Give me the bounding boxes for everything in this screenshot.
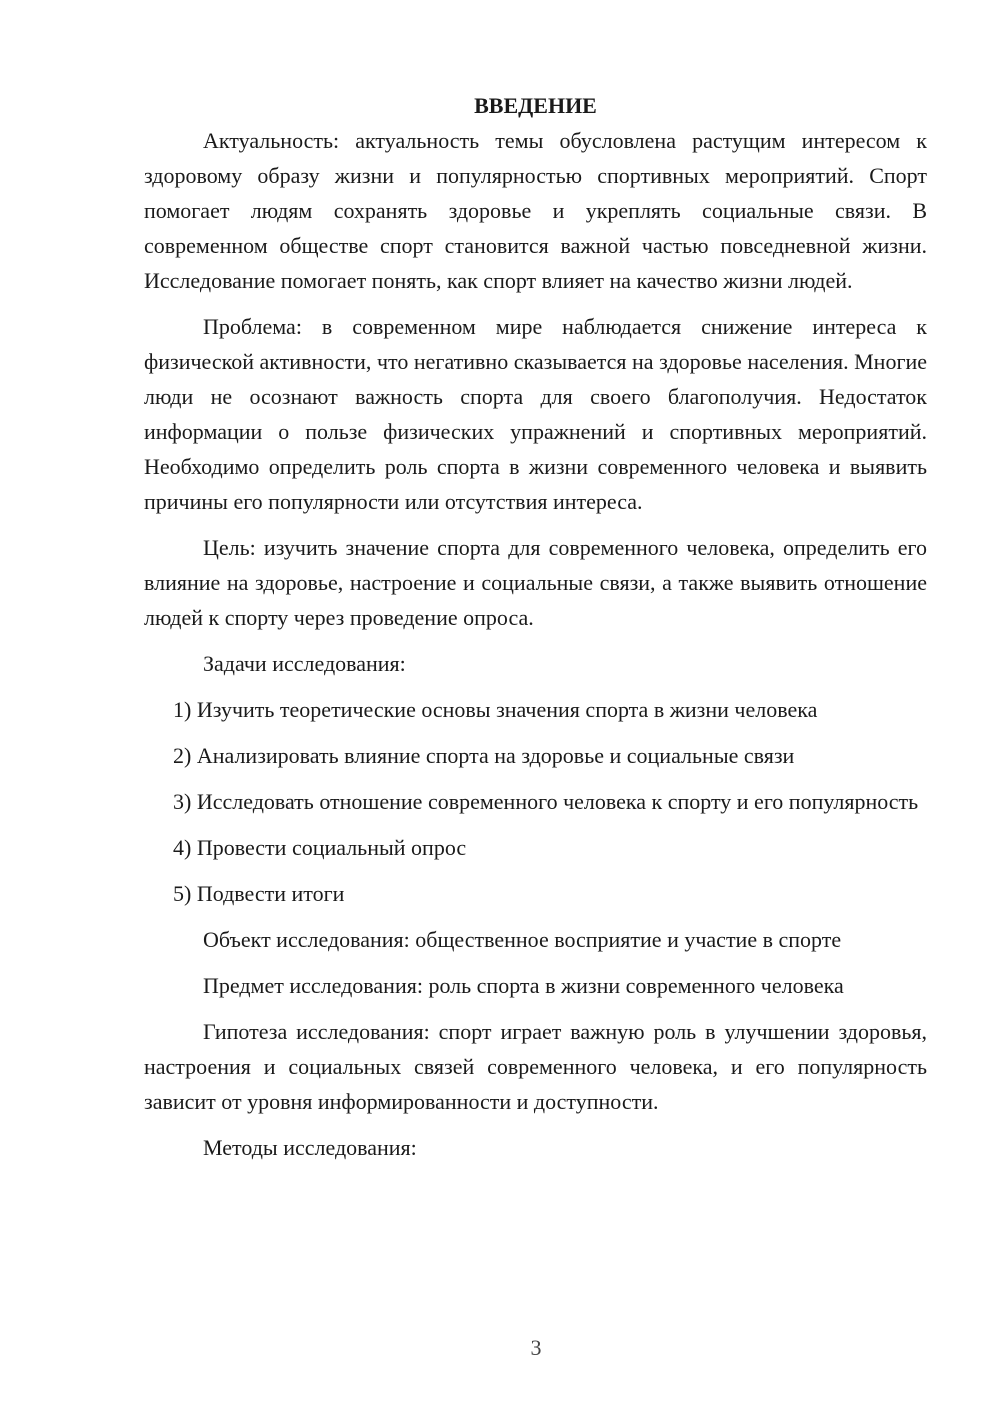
task-item-1: 1) Изучить теоретические основы значения спорта в жизни человека	[173, 697, 818, 722]
research-hypothesis: Гипотеза исследования: спорт играет важную роль в улучшении здоровья, настроения и социальных связей современного человека, и его популярность зависит от уровня информированности и доступности.	[144, 1019, 927, 1114]
research-subject: Предмет исследования: роль спорта в жизни современного человека	[203, 973, 844, 998]
tasks-heading: Задачи исследования:	[203, 651, 406, 676]
page-number: 3	[530, 1335, 542, 1360]
problem-paragraph: Проблема: в современном мире наблюдается снижение интереса к физической активности, что негативно сказывается на здоровье населения. Многие люди не осознают важность спорта для своего благополучия. Недостаток информации о пользе физических упражнений и спортивных мероприятий. Необходимо определить роль спорта в жизни современного человека и выявить причины его популярности или отсутствия интереса.	[144, 314, 927, 514]
relevance-paragraph: Актуальность: актуальность темы обусловлена растущим интересом к здоровому образу жизни и популярностью спортивных мероприятий. Спорт помогает людям сохранять здоровье и укреплять социальные связи. В современном обществе спорт становится важной частью повседневной жизни. Исследование помогает понять, как спорт влияет на качество жизни людей.	[144, 128, 927, 293]
section-title: ВВЕДЕНИЕ	[474, 93, 597, 118]
research-object: Объект исследования: общественное восприятие и участие в спорте	[203, 927, 842, 952]
task-item-4: 4) Провести социальный опрос	[173, 835, 467, 860]
goal-paragraph: Цель: изучить значение спорта для современного человека, определить его влияние на здоровье, настроение и социальные связи, а также выявить отношение людей к спорту через проведение опроса.	[144, 535, 927, 630]
task-item-2: 2) Анализировать влияние спорта на здоровье и социальные связи	[173, 743, 795, 768]
task-item-5: 5) Подвести итоги	[173, 881, 345, 906]
task-item-3: 3) Исследовать отношение современного человека к спорту и его популярность	[173, 789, 919, 814]
document-page	[144, 88, 927, 1165]
research-methods: Методы исследования:	[203, 1135, 417, 1160]
